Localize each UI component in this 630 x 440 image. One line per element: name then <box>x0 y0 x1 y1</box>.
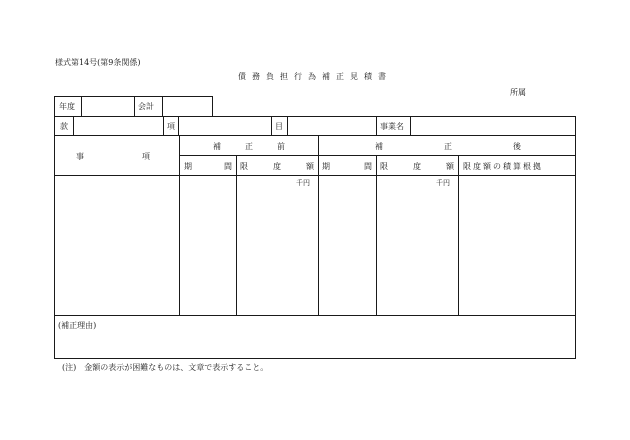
document-title: 債務負担行為補正見積書 <box>238 72 392 81</box>
after-correction-header: 補 正 後 <box>375 142 521 151</box>
limit-after-header: 限 度 額 <box>380 162 454 171</box>
kan-label: 款 <box>60 122 68 131</box>
account-value[interactable] <box>166 101 210 111</box>
account-label: 会計 <box>138 102 154 111</box>
unit-after: 千円 <box>436 179 450 187</box>
year-label: 年度 <box>59 102 75 111</box>
kou-label: 項 <box>167 122 175 131</box>
form-number: 様式第14号(第9条関係) <box>55 58 141 67</box>
moku-label: 目 <box>275 122 283 131</box>
limit-before-header: 限 度 額 <box>240 162 314 171</box>
before-correction-header: 補 正 前 <box>213 142 285 151</box>
period-before-header: 期 間 <box>184 162 232 171</box>
footnote: (注) 金額の表示が困難なものは、文章で表示すること。 <box>62 363 269 372</box>
item-header: 事 項 <box>76 152 150 161</box>
project-name-label: 事業名 <box>380 122 404 131</box>
limit-basis-header: 限度額の積算根拠 <box>463 162 543 171</box>
correction-reason-label: (補正理由) <box>58 321 97 330</box>
period-after-header: 期 間 <box>322 162 372 171</box>
year-value[interactable] <box>85 101 131 111</box>
affiliation-label: 所属 <box>510 88 526 97</box>
unit-before: 千円 <box>296 179 310 187</box>
